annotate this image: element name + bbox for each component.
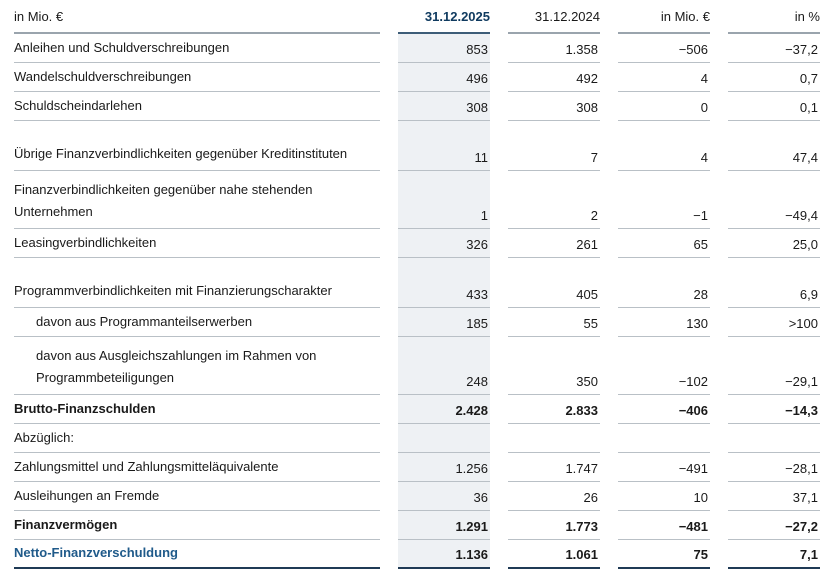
table-row — [14, 171, 820, 229]
row-value-current: 496 — [398, 63, 490, 92]
row-change-absolute: −1 — [618, 171, 710, 229]
table-row-total — [14, 540, 820, 569]
row-value-current: 185 — [398, 308, 490, 337]
table-row — [14, 92, 820, 121]
row-value-current: 326 — [398, 229, 490, 258]
row-value-current: 11 — [398, 121, 490, 171]
row-label: Finanzverbindlichkeiten gegenüber nahe stehenden Unternehmen — [14, 171, 380, 229]
row-change-percent: −27,2 — [728, 511, 820, 540]
table-row — [14, 337, 820, 395]
row-change-absolute: −102 — [618, 337, 710, 395]
row-value-current: 248 — [398, 337, 490, 395]
row-label: Anleihen und Schuldverschreibungen — [14, 34, 380, 63]
row-value-prior: 492 — [508, 63, 600, 92]
row-change-absolute — [618, 424, 710, 453]
row-change-percent: 0,1 — [728, 92, 820, 121]
row-change-absolute: −506 — [618, 34, 710, 63]
table-row-subtotal — [14, 511, 820, 540]
row-value-prior: 55 — [508, 308, 600, 337]
row-change-absolute: 65 — [618, 229, 710, 258]
row-value-current: 1.136 — [398, 540, 490, 569]
row-change-absolute: 130 — [618, 308, 710, 337]
row-change-percent: 25,0 — [728, 229, 820, 258]
header-current-year: 31.12.2025 — [398, 0, 490, 34]
row-change-percent: 47,4 — [728, 121, 820, 171]
row-value-prior: 261 — [508, 229, 600, 258]
row-change-absolute: −481 — [618, 511, 710, 540]
table-row — [14, 424, 820, 453]
table-row — [14, 258, 820, 308]
row-value-prior — [508, 424, 600, 453]
row-change-percent: −29,1 — [728, 337, 820, 395]
row-label: Brutto-Finanzschulden — [14, 395, 380, 424]
row-value-prior: 350 — [508, 337, 600, 395]
row-label: Wandelschuldverschreibungen — [14, 63, 380, 92]
row-change-percent: 6,9 — [728, 258, 820, 308]
row-value-prior: 1.358 — [508, 34, 600, 63]
row-value-current: 36 — [398, 482, 490, 511]
table-row — [14, 34, 820, 63]
financial-debt-table — [14, 0, 820, 569]
row-change-percent: −49,4 — [728, 171, 820, 229]
row-change-absolute: 75 — [618, 540, 710, 569]
row-value-current: 1 — [398, 171, 490, 229]
row-change-absolute: −491 — [618, 453, 710, 482]
table-row-subtotal — [14, 395, 820, 424]
row-change-percent — [728, 424, 820, 453]
row-value-prior: 308 — [508, 92, 600, 121]
row-label: Finanzvermögen — [14, 511, 380, 540]
row-value-current: 433 — [398, 258, 490, 308]
row-change-absolute: 4 — [618, 63, 710, 92]
row-value-prior: 7 — [508, 121, 600, 171]
row-value-current: 1.256 — [398, 453, 490, 482]
table-row — [14, 453, 820, 482]
row-change-absolute: 4 — [618, 121, 710, 171]
row-value-prior: 1.061 — [508, 540, 600, 569]
row-value-prior: 1.747 — [508, 453, 600, 482]
row-value-current: 1.291 — [398, 511, 490, 540]
row-change-percent: −37,2 — [728, 34, 820, 63]
row-change-percent: −28,1 — [728, 453, 820, 482]
row-change-absolute: 10 — [618, 482, 710, 511]
row-value-prior: 2.833 — [508, 395, 600, 424]
row-label: Programmverbindlichkeiten mit Finanzierungscharakter — [14, 258, 380, 308]
header-change-absolute: in Mio. € — [618, 0, 710, 34]
table-row — [14, 229, 820, 258]
row-value-current: 2.428 — [398, 395, 490, 424]
row-value-prior: 1.773 — [508, 511, 600, 540]
row-value-prior: 26 — [508, 482, 600, 511]
row-value-prior: 2 — [508, 171, 600, 229]
row-change-absolute: −406 — [618, 395, 710, 424]
row-label: Netto-Finanzverschuldung — [14, 540, 380, 569]
header-unit-label: in Mio. € — [14, 0, 380, 34]
row-change-percent: >100 — [728, 308, 820, 337]
row-label: davon aus Programmanteilserwerben — [14, 308, 380, 337]
row-change-percent: 0,7 — [728, 63, 820, 92]
table-row — [14, 63, 820, 92]
row-label: Ausleihungen an Fremde — [14, 482, 380, 511]
table-header-row — [14, 0, 820, 34]
row-value-current: 308 — [398, 92, 490, 121]
row-change-absolute: 28 — [618, 258, 710, 308]
row-label: Abzüglich: — [14, 424, 380, 453]
header-prior-year: 31.12.2024 — [508, 0, 600, 34]
row-value-current: 853 — [398, 34, 490, 63]
row-label: Übrige Finanzverbindlichkeiten gegenüber Kreditinstituten — [14, 121, 380, 171]
row-change-percent: −14,3 — [728, 395, 820, 424]
row-change-percent: 7,1 — [728, 540, 820, 569]
row-label: davon aus Ausgleichszahlungen im Rahmen von Programmbeteiligungen — [14, 337, 380, 395]
row-label: Schuldscheindarlehen — [14, 92, 380, 121]
row-change-absolute: 0 — [618, 92, 710, 121]
table-row — [14, 482, 820, 511]
row-value-prior: 405 — [508, 258, 600, 308]
table-row — [14, 308, 820, 337]
header-change-percent: in % — [728, 0, 820, 34]
table-row — [14, 121, 820, 171]
row-label: Leasingverbindlichkeiten — [14, 229, 380, 258]
row-label: Zahlungsmittel und Zahlungsmitteläquivalente — [14, 453, 380, 482]
row-value-current — [398, 424, 490, 453]
row-change-percent: 37,1 — [728, 482, 820, 511]
